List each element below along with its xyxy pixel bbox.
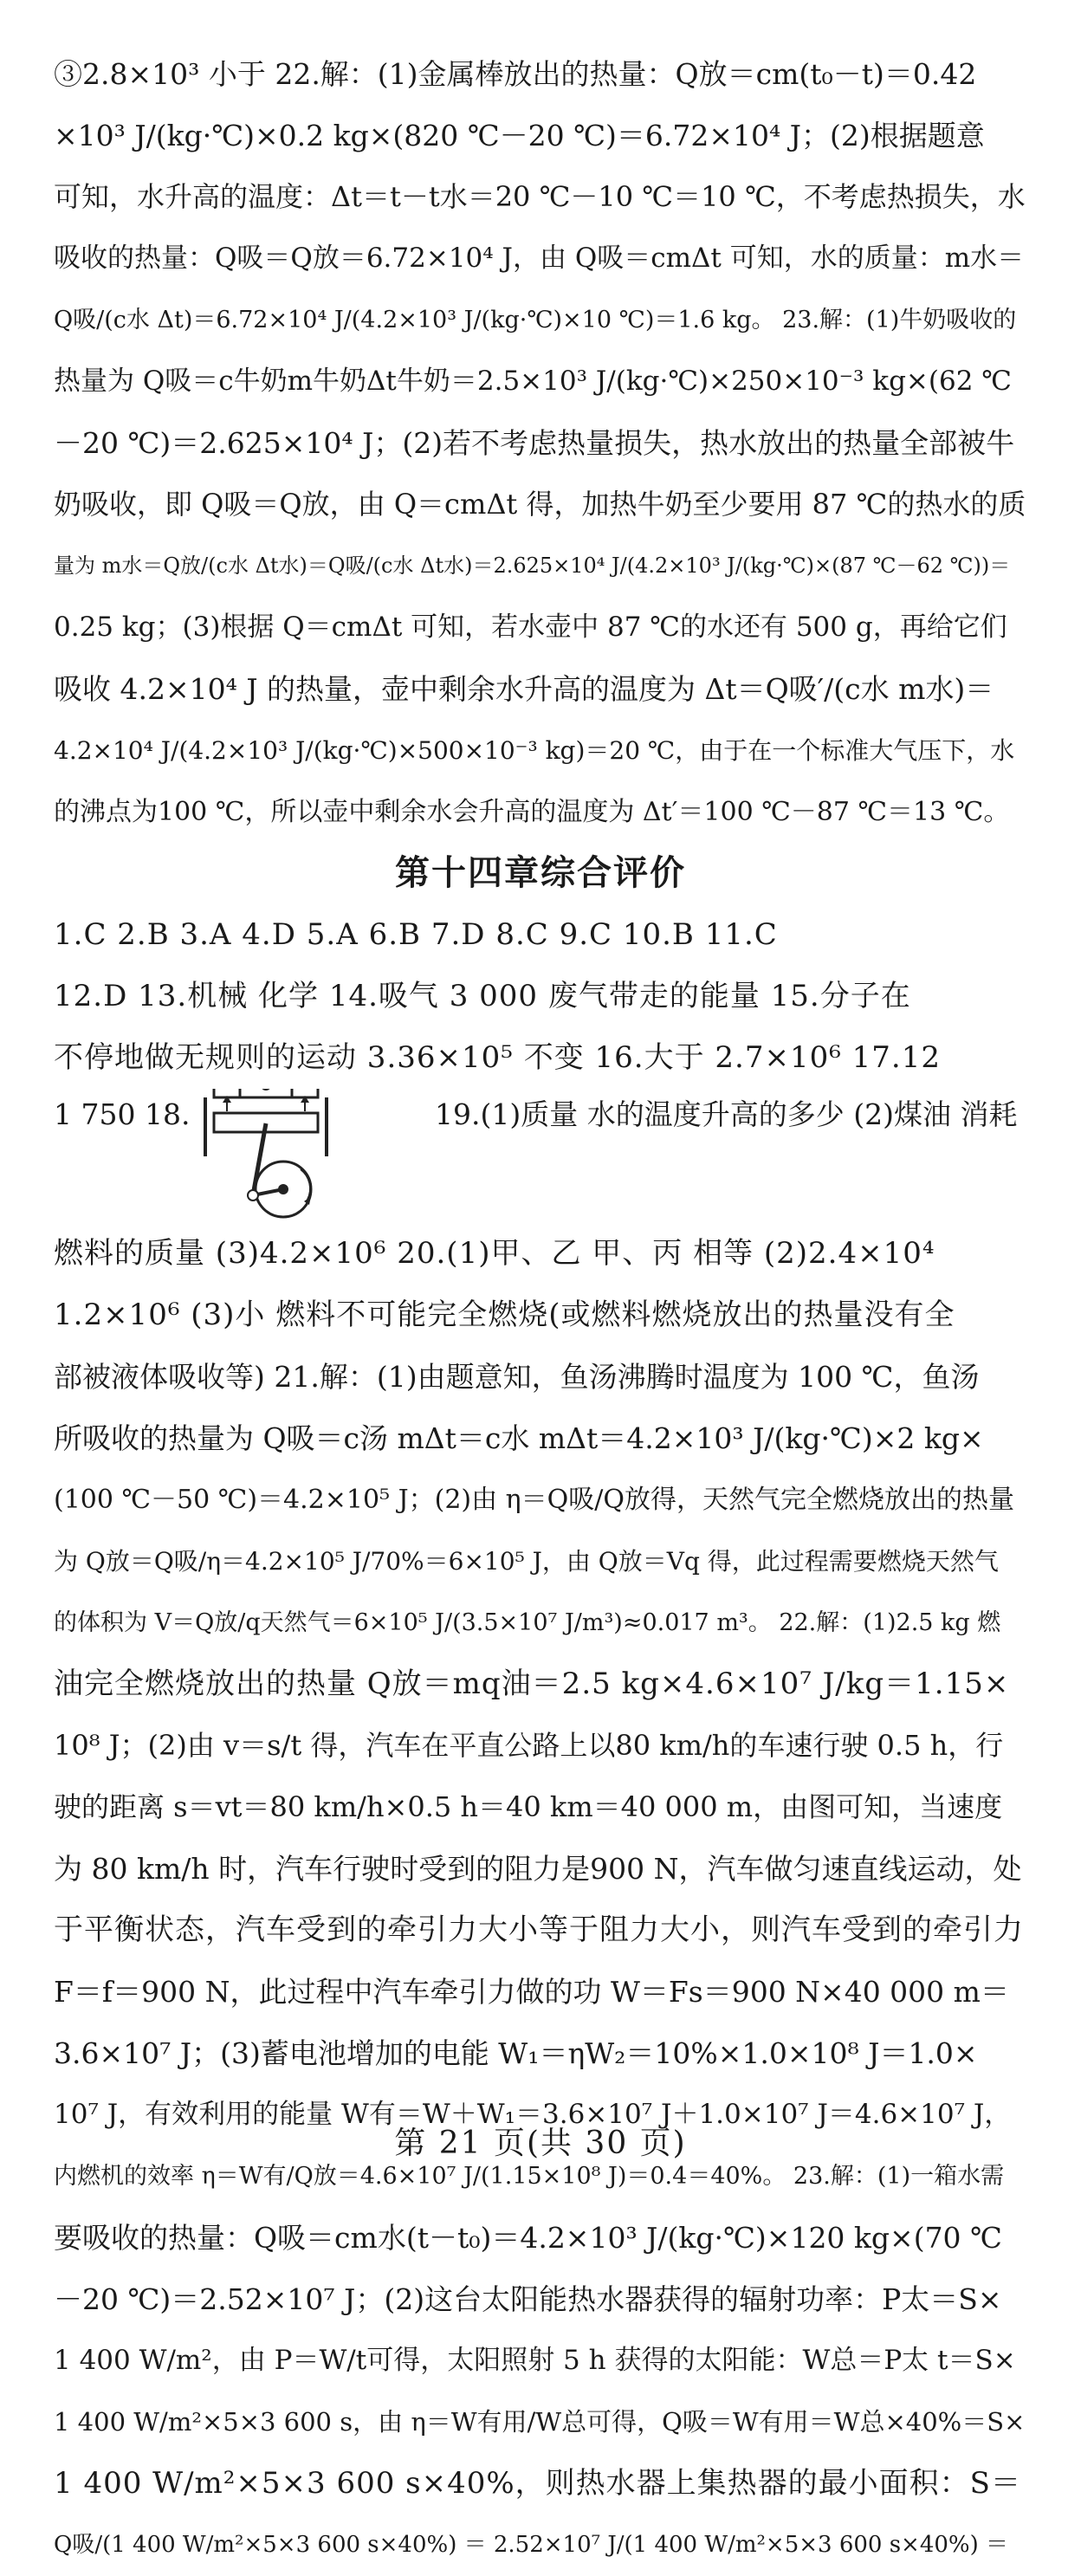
text-line: 1 400 W/m²×5×3 600 s，由 η＝W有用/W总可得，Q吸＝W有用＝W总×40%＝S× (54, 2407, 1026, 2437)
text-line: 所吸收的热量为 Q吸＝c汤 mΔt＝c水 mΔt＝4.2×10³ J/(kg·℃)×2 kg× (54, 1421, 984, 1455)
text-line: 的沸点为100 ℃，所以壶中剩余水会升高的温度为 Δt′＝100 ℃－87 ℃＝13 ℃。 (54, 797, 1010, 827)
text-line: ×10³ J/(kg·℃)×0.2 kg×(820 ℃－20 ℃)＝6.72×10⁴ J；(2)根据题意 (54, 119, 985, 152)
text-line: 10⁷ J，有效利用的能量 W有＝W＋W₁＝3.6×10⁷ J＋1.0×10⁷ J＝4.6×10⁷ J， (54, 2099, 1012, 2130)
text-line: 燃料的质量 (3)4.2×10⁶ 20.(1)甲、乙 甲、丙 相等 (2)2.4×10⁴ (54, 1236, 935, 1271)
text-line: 为 Q放＝Q吸/η＝4.2×10⁵ J/70%＝6×10⁵ J，由 Q放＝Vq 得，此过程需要燃烧天然气 (54, 1547, 999, 1576)
text-line: 10⁸ J；(2)由 v＝s/t 得，汽车在平直公路上以80 km/h的车速行驶 0.5 h，行 (54, 1729, 1004, 1762)
text-line: 部被液体吸收等) 21.解：(1)由题意知，鱼汤沸腾时温度为 100 ℃，鱼汤 (54, 1360, 980, 1394)
text-line: ③2.8×10³ 小于 22.解：(1)金属棒放出的热量：Q放＝cm(t₀－t)＝0.42 (54, 57, 977, 91)
text-line: －20 ℃)＝2.625×10⁴ J；(2)若不考虑热量损失，热水放出的热量全部被牛 (54, 426, 1015, 460)
text-line: 可知，水升高的温度：Δt＝t－t水＝20 ℃－10 ℃＝10 ℃，不考虑热损失，水 (54, 180, 1026, 213)
text-line: 3.6×10⁷ J；(3)蓄电池增加的电能 W₁＝ηW₂＝10%×1.0×10⁸ J＝1.0× (54, 2036, 978, 2070)
figure-line-text: 19.(1)质量 水的温度升高的多少 (2)煤油 消耗 (435, 1097, 1018, 1131)
text-line: 量为 m水＝Q放/(c水 Δt水)＝Q吸/(c水 Δt水)＝2.625×10⁴ J/(4.2×10³ J/(kg·℃)×(87 ℃－62 ℃))＝ (54, 553, 1011, 578)
text-line: 1.2×10⁶ (3)小 燃料不可能完全燃烧(或燃料燃烧放出的热量没有全 (54, 1298, 955, 1332)
section-title: 第十四章综合评价 (395, 853, 686, 893)
text-line: 4.2×10⁴ J/(4.2×10³ J/(kg·℃)×500×10⁻³ kg)＝20 ℃，由于在一个标准大气压下，水 (54, 736, 1015, 765)
text-line: 油完全燃烧放出的热量 Q放＝mq油＝2.5 kg×4.6×10⁷ J/kg＝1.15× (54, 1667, 1010, 1701)
text-line: 0.25 kg；(3)根据 Q＝cmΔt 可知，若水壶中 87 ℃的水还有 500 g，再给它们 (54, 612, 1007, 643)
text-line: Q吸/(1 400 W/m²×5×3 600 s×40%) ＝ 2.52×10⁷ J/(1 400 W/m²×5×3 600 s×40%) ＝ (54, 2532, 1009, 2558)
figure-line (54, 1089, 1027, 1223)
answer-line: 不停地做无规则的运动 3.36×10⁵ 不变 16.大于 2.7×10⁶ 17.12 (54, 1040, 941, 1075)
text-line: F＝f＝900 N，此过程中汽车牵引力做的功 W＝Fs＝900 N×40 000 m＝ (54, 1975, 1009, 2009)
text-line: 1 400 W/m²×5×3 600 s×40%，则热水器上集热器的最小面积：S＝ (54, 2466, 1021, 2501)
answer-body (54, 43, 1027, 2576)
text-line: 为 80 km/h 时，汽车行驶时受到的阻力是900 N，汽车做匀速直线运动，处 (54, 1852, 1022, 1886)
text-line: －20 ℃)＝2.52×10⁷ J；(2)这台太阳能热水器获得的辐射功率：P太＝S× (54, 2282, 1002, 2316)
text-line: 热量为 Q吸＝c牛奶m牛奶Δt牛奶＝2.5×10³ J/(kg·℃)×250×10⁻³ kg×(62 ℃ (54, 366, 1012, 397)
text-line: 吸收的热量：Q吸＝Q放＝6.72×10⁴ J，由 Q吸＝cmΔt 可知，水的质量：m水＝ (54, 243, 1025, 274)
text-line: 内燃机的效率 η＝W有/Q放＝4.6×10⁷ J/(1.15×10⁸ J)＝0.4＝40%。 23.解：(1)一箱水需 (54, 2163, 1005, 2190)
text-line: 1 400 W/m²，由 P＝W/t可得，太阳照射 5 h 获得的太阳能：W总＝P太 t＝S× (54, 2345, 1016, 2376)
text-line: 奶吸收，即 Q吸＝Q放，由 Q＝cmΔt 得，加热牛奶至少要用 87 ℃的热水的质 (54, 488, 1026, 521)
text-line: 吸收 4.2×10⁴ J 的热量，壶中剩余水升高的温度为 Δt＝Q吸′/(c水 m水)＝ (54, 672, 994, 706)
page-footer: 第 21 页(共 30 页) (394, 2126, 687, 2161)
figure-line-prefix: 1 750 18. (54, 1097, 191, 1131)
text-line: 驶的距离 s＝vt＝80 km/h×0.5 h＝40 km＝40 000 m，由图可知，当速度 (54, 1790, 1003, 1823)
answer-line: 1.C 2.B 3.A 4.D 5.A 6.B 7.D 8.C 9.C 10.B 11.C (54, 917, 778, 952)
text-line: 于平衡状态，汽车受到的牵引力大小等于阻力大小，则汽车受到的牵引力 (54, 1913, 1024, 1947)
engine-stroke-diagram (179, 1089, 361, 1223)
text-line: Q吸/(c水 Δt)＝6.72×10⁴ J/(4.2×10³ J/(kg·℃)×10 ℃)＝1.6 kg。 23.解：(1)牛奶吸收的 (54, 307, 1017, 333)
text-line: 要吸收的热量：Q吸＝cm水(t－t₀)＝4.2×10³ J/(kg·℃)×120 kg×(70 ℃ (54, 2221, 1002, 2255)
answer-line: 12.D 13.机械 化学 14.吸气 3 000 废气带走的能量 15.分子在 (54, 979, 911, 1013)
text-line: 的体积为 V＝Q放/q天然气＝6×10⁵ J/(3.5×10⁷ J/m³)≈0.017 m³。 22.解：(1)2.5 kg 燃 (54, 1609, 1001, 1636)
text-line: (100 ℃－50 ℃)＝4.2×10⁵ J；(2)由 η＝Q吸/Q放得，天然气完全燃烧放出的热量 (54, 1485, 1014, 1515)
